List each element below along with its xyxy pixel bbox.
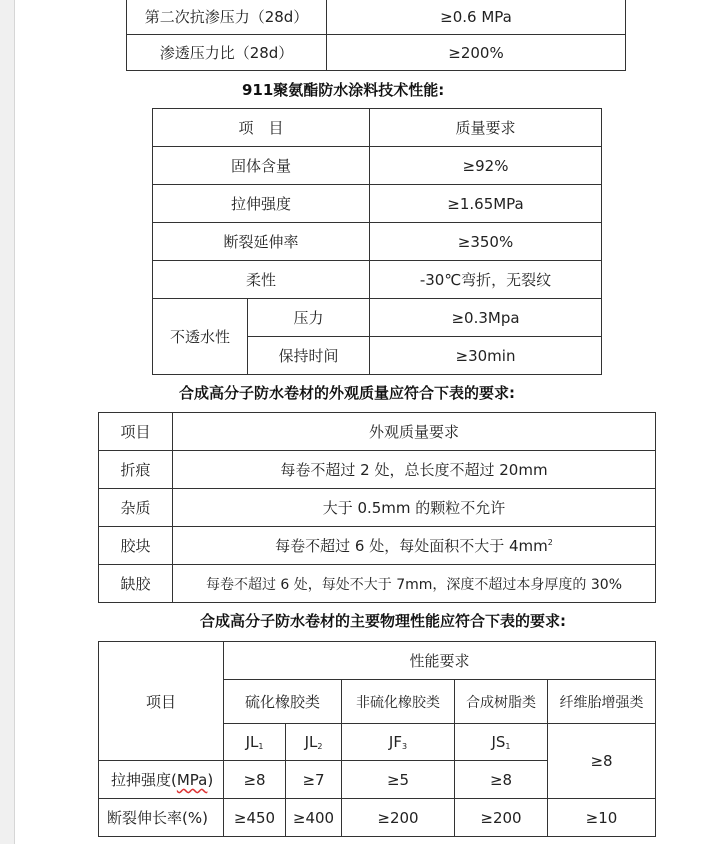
row-label: 断裂伸长率(%) [99,799,224,837]
item-cell: 压力 [248,299,370,337]
requirement-cell: ≥1.65MPa [370,185,602,223]
table-row [153,185,602,223]
requirement-cell: 大于 0.5mm 的颗粒不允许 [173,489,656,527]
value-cell: ≥450 [224,799,286,837]
value-cell: ≥8 [224,761,286,799]
fiber-value-cell: ≥8 [548,724,656,799]
requirement-cell: ≥0.6 MPa [327,0,626,35]
page-edge [0,0,15,844]
category-cell: 合成树脂类 [455,680,548,724]
superscript: 2 [547,538,553,547]
appearance-quality-table [98,412,656,603]
value-cell: ≥200 [455,799,548,837]
table-row [127,0,626,35]
item-cell: 杂质 [99,489,173,527]
table-header-row [99,642,656,680]
category-cell: 纤维胎增强类 [548,680,656,724]
value-cell: ≥400 [286,799,342,837]
requirement-cell: ≥0.3Mpa [370,299,602,337]
table-row [127,35,626,71]
table-row [99,489,656,527]
item-cell: 固体含量 [153,147,370,185]
value-cell: ≥5 [342,761,455,799]
table-row [153,299,602,337]
table-row [99,565,656,603]
item-header: 项 目 [153,109,370,147]
value-cell: ≥10 [548,799,656,837]
code-cell: $JF_3$ [342,724,455,761]
code-cell: $JL_1$ [224,724,286,761]
table-row [99,799,656,837]
requirement-header: 质量要求 [370,109,602,147]
physical-properties-table [98,641,656,837]
table-header-row [153,109,602,147]
polyurethane-spec-table [152,108,602,375]
table-row [99,527,656,565]
requirement-cell: ≥30min [370,337,602,375]
item-cell: 第二次抗渗压力（28d） [127,0,327,35]
item-cell: 折痕 [99,451,173,489]
code-cell: $JS_1$ [455,724,548,761]
item-cell: 断裂延伸率 [153,223,370,261]
item-cell: 胶块 [99,527,173,565]
item-header: 项目 [99,413,173,451]
requirement-header: 外观质量要求 [173,413,656,451]
requirement-cell: ≥92% [370,147,602,185]
item-cell: 缺胶 [99,565,173,603]
item-cell: 保持时间 [248,337,370,375]
table-row [99,451,656,489]
category-cell: 非硫化橡胶类 [342,680,455,724]
polyurethane-caption: 911聚氨酯防水涂料技术性能: [242,81,445,99]
requirement-cell: ≥200% [327,35,626,71]
requirement-cell: 每卷不超过 6 处，每处面积不大于 $4mm^2$ [173,527,656,565]
requirement-cell: 每卷不超过 6 处，每处不大于 7mm，深度不超过本身厚度的 30% [173,565,656,603]
requirement-cell: ≥350% [370,223,602,261]
row-label: 拉抻强度(MPa) [99,761,224,799]
group-cell: 不透水性 [153,299,248,375]
code-cell: $JL_2$ [286,724,342,761]
item-cell: 拉伸强度 [153,185,370,223]
table-row [153,261,602,299]
table-row [153,147,602,185]
item-cell: 柔性 [153,261,370,299]
value-cell: ≥8 [455,761,548,799]
value-cell: ≥200 [342,799,455,837]
requirement-cell: -30℃弯折，无裂纹 [370,261,602,299]
value-cell: ≥7 [286,761,342,799]
physical-caption: 合成高分子防水卷材的主要物理性能应符合下表的要求: [200,612,567,630]
table-header-row [99,413,656,451]
table-row [153,223,602,261]
requirement-cell: 每卷不超过 2 处，总长度不超过 20mm [173,451,656,489]
anti-seepage-table [126,0,626,71]
performance-header: 性能要求 [224,642,656,680]
item-cell: 渗透压力比（28d） [127,35,327,71]
category-cell: 硫化橡胶类 [224,680,342,724]
item-header: 项目 [99,642,224,761]
appearance-caption: 合成高分子防水卷材的外观质量应符合下表的要求: [179,384,516,402]
